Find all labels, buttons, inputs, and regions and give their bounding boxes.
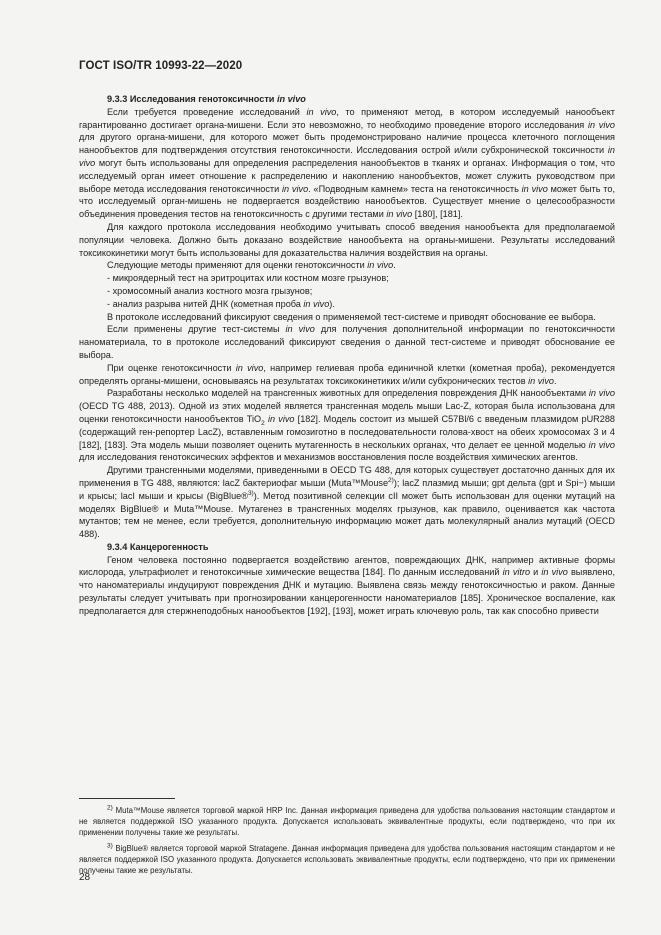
paragraph-8: Другими трансгенными моделями, приведенными в OECD TG 488, для которых существует достаточно данных для их применения в TG 488, являются: lacZ бактериофаг мыши (Muta™Mouse$^{2)}$); lacZ плазмид мыши; gpt дельта (gpt и Spi−) мыши и крысы; lacI мыши и крысы (BigBlue®$^{3)}$). Метод позитивной селекции cII может быть использован для оценки мутаций на моделях BigBlue® и Muta™Mouse. Мутагенез в трансгенных моделях грызунов, как правило, оценивается как частота мутантов; тем не менее, если требуется, дополнительную информацию может дать молекулярный анализ мутаций (OECD 488). <box>79 465 615 540</box>
section-9-3-4-heading: 9.3.4 Канцерогенность <box>107 541 209 552</box>
footnote-divider <box>79 798 175 799</box>
footnote-ref: 3) <box>247 489 254 497</box>
footnote-3: $^{3)}$ BigBlue® является торговой маркой Stratagene. Данная информация приведена для удобства пользования настоящим стандартом и не является поддержкой ISO указанного продукта. Допускается использовать эквивалентные продукты, если подтверждено, что при их применении получены такие же результаты. <box>79 842 615 876</box>
paragraph-6: При оценке генотоксичности in vivo, например гелиевая проба единичной клетки (кометная проба), рекомендуется определять органы-мишени, основываясь на результатах токсикокинетиких и/или субхронических тестов in vivo. <box>79 362 615 386</box>
footnote-2: $^{2)}$ Muta™Mouse является торговой маркой HRP Inc. Данная информация приведена для удобства пользования настоящим стандартом и не является поддержкой ISO указанного продукта. Допускается использовать эквивалентные продукты, если подтверждено, что при их применении получены такие же результаты. <box>79 804 615 838</box>
footnote-ref: 2) <box>388 476 394 484</box>
paragraph-2: Для каждого протокола исследования необходимо учитывать способ введения нанообъекта для предполагаемой популяции человека. Должно быть доказано воздействие нанообъекта на органы-мишени. Результаты исследований токсикокинетики могут быть использованы для доказательства наличия воздействия на органы. <box>79 221 615 258</box>
paragraph-1: Если требуется проведение исследований in vivo, то применяют метод, в котором исследуемый нанообъект гарантированно достигает органа-мишени. Если это невозможно, то необходимо проведение второго исследования in vivo для другого органа-мишени, для которого может быть продемонстрировано наличие процесса клеточного поглощения нанообъектов для подтверждения отсутствия генотоксичности. Исследования острой и/или субхронической токсичности in vivo могут быть использованы для определения распределения нанообъектов в тканях и органах. Информация о том, что исследуемый орган имеет отношение к распределению и накоплению нанообъектов, может служить руководством при выборе метода исследования генотоксичности in vivo. «Подводным камнем» теста на генотоксичность in vivo может быть то, что исследуемый орган-мишень не подвергается воздействию нанообъектов. Существует мнение о целесообразности объединения проведения тестов на генотоксичность с другими тестами in vivo [180], [181]. <box>79 106 615 220</box>
document-header: ГОСТ ISO/TR 10993-22—2020 <box>79 60 243 72</box>
list-item: - микроядерный тест на эритроцитах или костном мозге грызунов; <box>107 273 389 284</box>
paragraph-9: Геном человека постоянно подвергается воздействию агентов, повреждающих ДНК, например активные формы кислорода, ультрафиолет и генотоксичные химические вещества [184]. По данным исследований in vitro и in vivo выявлено, что наноматериалы индуцируют повреждения ДНК и мутацию. Выявлена связь между генотоксичностью и раком. Данные результаты следует учитывать при прогнозировании канцерогенности наноматериалов [185]. Хроническое воспаление, как предполагается для стержнеподобных нанообъектов [192], [193], может играть ключевую роль, так как способно привести <box>79 554 615 616</box>
paragraph-7: Разработаны несколько моделей на трансгенных животных для определения повреждения ДНК нанообъектами in vivo (OECD TG 488, 2013). Одной из этих моделей является трансгенная модель мыши Lac-Z, которая была использована для оценки генотоксичности нанообъектов TiO$_2$ in vivo [182]. Модель состоит из мышей C57Bl/6 с введеным плазмидом pUR288 (содержащий ген-репортер LacZ), вставленным гомозиготно в последовательности голова-хвост на обеих хромосомах 3 и 4 [182], [183]. Эта модель мыши позволяет оценить мутагенность в нескольких органах, что делает ее ценной моделью in vivo для исследования генотоксических эффектов и механизмов восстановления после воздействия химических агентов. <box>79 388 615 463</box>
paragraph-5: Если применены другие тест-системы in vivo для получения дополнительной информации по генотоксичности наноматериала, то в протоколе исследований фиксируют сведения о данной тест-системе и приводят обоснование ее выбора. <box>79 324 615 360</box>
paragraph-3: Следующие методы применяют для оценки генотоксичности in vivo. <box>107 260 396 271</box>
section-9-3-3-heading: 9.3.3 Исследования генотоксичности in vivo <box>107 94 306 104</box>
main-text <box>79 93 615 618</box>
footnotes <box>79 805 615 880</box>
page-number: 28 <box>79 872 91 883</box>
paragraph-4: В протоколе исследований фиксируют сведения о применяемой тест-системе и приводят обоснование ее выбора. <box>107 311 596 322</box>
list-item: - анализ разрыва нитей ДНК (кометная проба in vivo). <box>107 298 335 309</box>
list-item: - хромосомный анализ костного мозга грызунов; <box>107 285 313 296</box>
